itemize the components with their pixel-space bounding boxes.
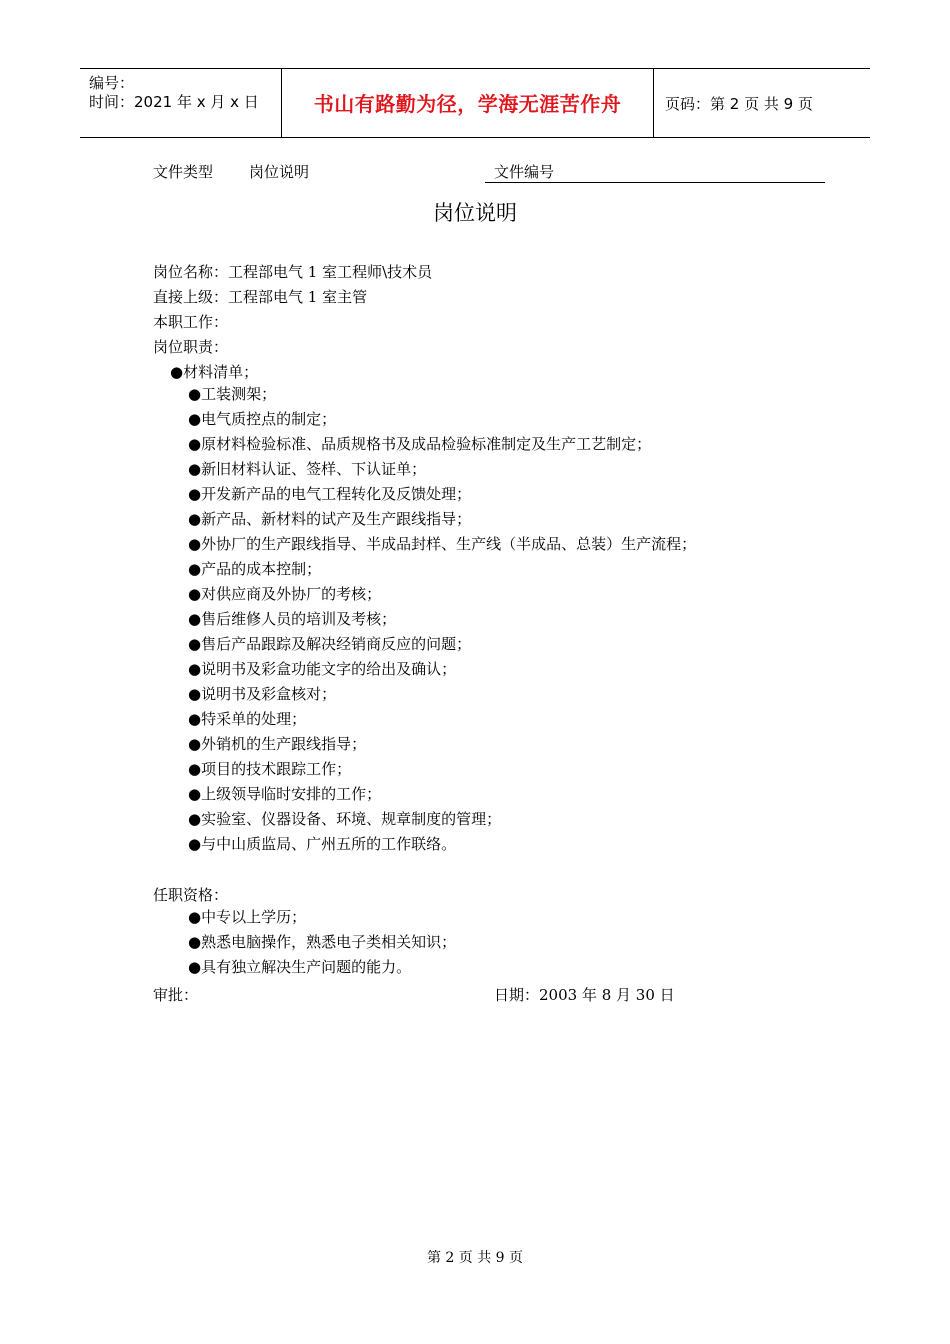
list-item: ●新产品、新材料的试产及生产跟线指导； [188, 510, 472, 528]
page-title: 岗位说明 [433, 201, 517, 225]
list-item: ●与中山质监局、广州五所的工作联络。 [188, 835, 457, 853]
list-item: ●原材料检验标准、品质规格书及成品检验标准制定及生产工艺制定； [188, 435, 652, 453]
header-number: 编号： [89, 74, 135, 92]
list-item: ●项目的技术跟踪工作； [188, 760, 352, 778]
list-item: ●熟悉电脑操作，熟悉电子类相关知识； [188, 933, 457, 951]
header-meta [80, 69, 282, 137]
approval-label: 审批： [153, 986, 199, 1004]
qualifications-label: 任职资格： [153, 886, 229, 904]
list-item: ●对供应商及外协厂的考核； [188, 585, 382, 603]
list-item: ●产品的成本控制； [188, 560, 322, 578]
doc-type-label: 文件类型 [153, 163, 214, 181]
list-item: ●开发新产品的电气工程转化及反馈处理； [188, 485, 472, 503]
doc-number-underline [485, 182, 825, 183]
list-item: ●电气质控点的制定； [188, 410, 337, 428]
list-item: ●特采单的处理； [188, 710, 307, 728]
page-header [80, 68, 870, 138]
list-item: ●新旧材料认证、签样、下认证单； [188, 460, 427, 478]
list-item: ●上级领导临时安排的工作； [188, 785, 382, 803]
approval-date: 日期：2003 年 8 月 30 日 [494, 986, 675, 1004]
list-item: ●外销机的生产跟线指导； [188, 735, 367, 753]
page-footer: 第 2 页 共 9 页 [426, 1250, 524, 1266]
direct-supervisor: 直接上级：工程部电气 1 室主管 [153, 288, 368, 306]
list-item: ●说明书及彩盒功能文字的给出及确认； [188, 660, 457, 678]
header-time: 时间：2021 年 x 月 x 日 [89, 93, 259, 111]
material-list-heading: ●材料清单； [170, 363, 259, 381]
list-item: ●售后产品跟踪及解决经销商反应的问题； [188, 635, 472, 653]
duties-list [188, 382, 696, 857]
list-item: ●工装测架； [188, 385, 277, 403]
doc-type-value: 岗位说明 [249, 163, 310, 181]
header-page-info: 页码：第 2 页 共 9 页 [665, 95, 813, 113]
qualifications-list [188, 905, 456, 980]
doc-number-label: 文件编号 [494, 163, 555, 181]
list-item: ●售后维修人员的培训及考核； [188, 610, 397, 628]
list-item: ●实验室、仪器设备、环境、规章制度的管理； [188, 810, 502, 828]
duties-label: 岗位职责： [153, 338, 229, 356]
job-work-label: 本职工作： [153, 313, 229, 331]
position-name: 岗位名称：工程部电气 1 室工程师\技术员 [153, 263, 433, 281]
list-item: ●具有独立解决生产问题的能力。 [188, 958, 412, 976]
list-item: ●外协厂的生产跟线指导、半成品封样、生产线（半成品、总装）生产流程； [188, 535, 697, 553]
list-item: ●中专以上学历； [188, 908, 307, 926]
list-item: ●说明书及彩盒核对； [188, 685, 337, 703]
header-motto: 书山有路勤为径，学海无涯苦作舟 [282, 69, 654, 137]
